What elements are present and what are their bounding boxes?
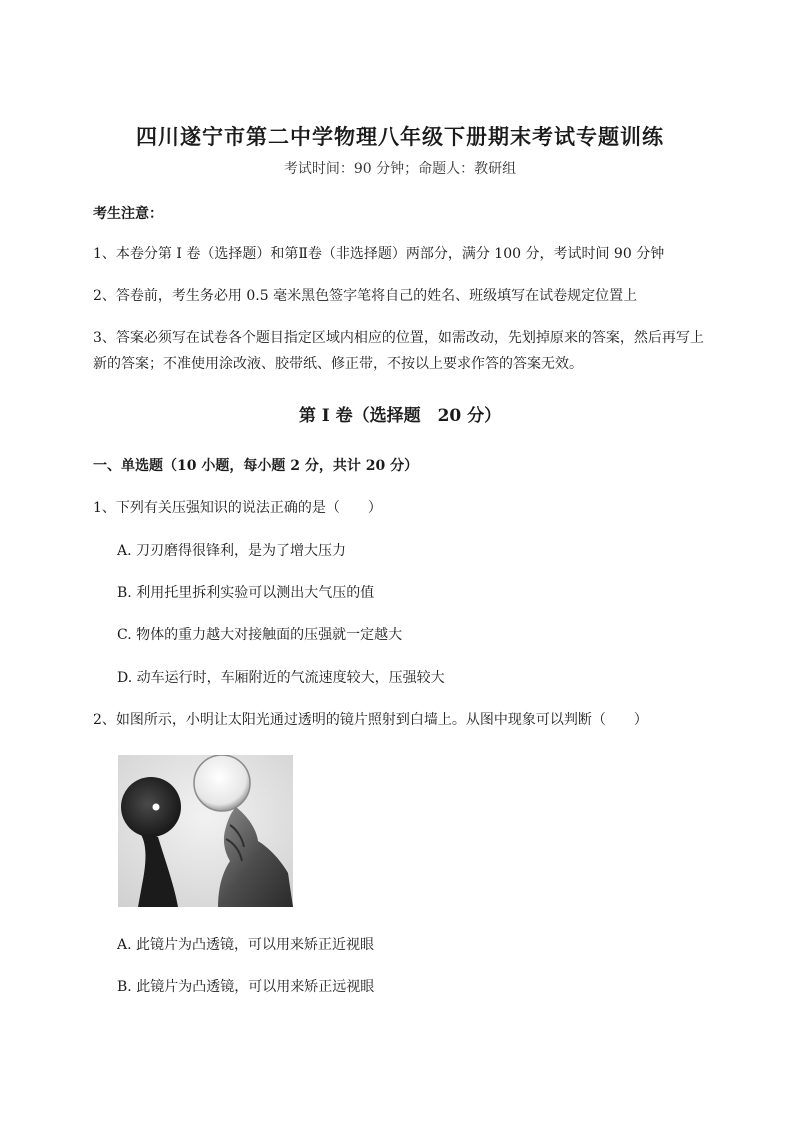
exam-info: 考试时间：90 分钟；命题人：教研组 [283,161,517,177]
notice-heading: 考生注意： [93,206,163,222]
notice-item-2: 2、答卷前，考生务必用 0.5 毫米黑色签字笔将自己的姓名、班级填写在试卷规定位置上 [93,288,638,304]
lens-photo [118,755,293,907]
question-2-stem: 2、如图所示，小明让太阳光通过透明的镜片照射到白墙上。从图中现象可以判断（ ） [93,712,648,728]
question-1-stem: 1、下列有关压强知识的说法正确的是（ ） [93,500,382,516]
question-2-option-b: B. 此镜片为凸透镜，可以用来矫正远视眼 [117,979,375,995]
section-title: 第 I 卷（选择题 20 分） [298,406,502,426]
question-1-option-d: D. 动车运行时，车厢附近的气流速度较大，压强较大 [117,670,445,686]
notice-item-1: 1、本卷分第 I 卷（选择题）和第Ⅱ卷（非选择题）两部分，满分 100 分，考试时间 90 分钟 [93,246,665,262]
page-title: 四川遂宁市第二中学物理八年级下册期末考试专题训练 [136,124,664,149]
question-1-option-c: C. 物体的重力越大对接触面的压强就一定越大 [117,627,403,643]
question-1-option-a: A. 刀刃磨得很锋利，是为了增大压力 [117,543,347,559]
part-heading: 一、单选题（10 小题，每小题 2 分，共计 20 分） [93,458,419,474]
notice-item-3: 3、答案必须写在试卷各个题目指定区域内相应的位置，如需改动，先划掉原来的答案，然后再写上新的答案；不准使用涂改液、胶带纸、修正带，不按以上要求作答的答案无效。 [93,330,704,372]
question-2-option-a: A. 此镜片为凸透镜，可以用来矫正近视眼 [117,937,375,953]
question-1-option-b: B. 利用托里拆利实验可以测出大气压的值 [117,585,375,601]
